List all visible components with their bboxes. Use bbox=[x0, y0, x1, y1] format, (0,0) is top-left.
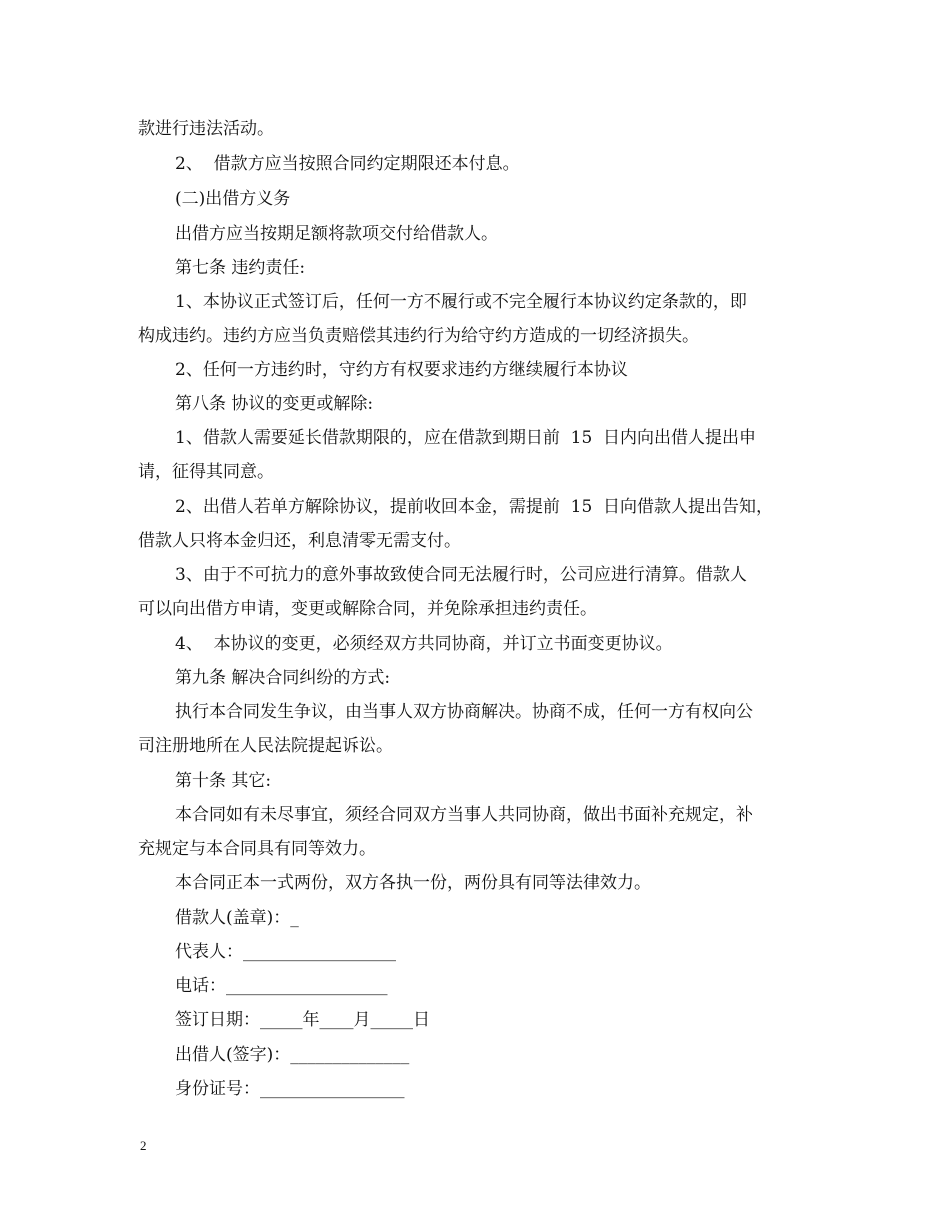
article-8-clause-3-line-1: 3、由于不可抗力的意外事故致使合同无法履行时，公司应进行清算。借款人 bbox=[175, 565, 747, 585]
article-8-clause-1-line-1: 1、借款人需要延长借款期限的，应在借款到期日前 15 日内向出借人提出申 bbox=[175, 428, 757, 448]
lender-obligation-text: 出借方应当按期足额将款项交付给借款人。 bbox=[175, 224, 498, 244]
article-7-clause-2: 2、任何一方违约时，守约方有权要求违约方继续履行本协议 bbox=[175, 360, 628, 380]
article-10-text-2: 本合同正本一式两份，双方各执一份，两份具有同等法律效力。 bbox=[175, 873, 651, 893]
article-7-heading: 第七条 违约责任: bbox=[175, 258, 306, 278]
article-9-heading: 第九条 解决合同纠纷的方式: bbox=[175, 668, 391, 688]
article-8-clause-2-line-2: 借款人只将本金归还，利息清零无需支付。 bbox=[138, 531, 461, 551]
article-8-heading: 第八条 协议的变更或解除: bbox=[175, 394, 374, 414]
lender-obligations-heading: (二)出借方义务 bbox=[175, 189, 291, 209]
phone-line: 电话：___________________ bbox=[175, 976, 388, 996]
borrower-seal-line: 借款人(盖章)：_ bbox=[175, 908, 299, 928]
article-10-text-1-line-2: 充规定与本合同具有同等效力。 bbox=[138, 839, 376, 859]
article-8-clause-2-line-1: 2、出借人若单方解除协议，提前收回本金，需提前 15 日向借款人提出告知， bbox=[175, 497, 774, 517]
article-8-clause-3-line-2: 可以向出借方申请，变更或解除合同，并免除承担违约责任。 bbox=[138, 599, 597, 619]
article-7-clause-1-line-2: 构成违约。违约方应当负责赔偿其违约行为给守约方造成的一切经济损失。 bbox=[138, 326, 699, 346]
article-9-text-line-1: 执行本合同发生争议，由当事人双方协商解决。协商不成，任何一方有权向公 bbox=[175, 702, 753, 722]
article-10-heading: 第十条 其它: bbox=[175, 771, 272, 791]
article-10-text-1-line-1: 本合同如有未尽事宜，须经合同双方当事人共同协商，做出书面补充规定，补 bbox=[175, 805, 753, 825]
lender-signature-line: 出借人(签字)：______________ bbox=[175, 1045, 410, 1065]
borrower-obligation-2: 2、 借款方应当按照合同约定期限还本付息。 bbox=[175, 154, 520, 174]
article-8-clause-4: 4、 本协议的变更，必须经双方共同协商，并订立书面变更协议。 bbox=[175, 634, 673, 654]
paragraph-continuation: 款进行违法活动。 bbox=[138, 119, 274, 139]
article-7-clause-1-line-1: 1、本协议正式签订后，任何一方不履行或不完全履行本协议约定条款的，即 bbox=[175, 292, 747, 312]
page-number: 2 bbox=[140, 1138, 147, 1153]
signing-date-line: 签订日期：_____年____月_____日 bbox=[175, 1010, 430, 1030]
article-8-clause-1-line-2: 请，征得其同意。 bbox=[138, 462, 274, 482]
representative-line: 代表人：__________________ bbox=[175, 942, 396, 962]
article-9-text-line-2: 司注册地所在人民法院提起诉讼。 bbox=[138, 736, 393, 756]
id-number-line: 身份证号：_________________ bbox=[175, 1079, 405, 1099]
